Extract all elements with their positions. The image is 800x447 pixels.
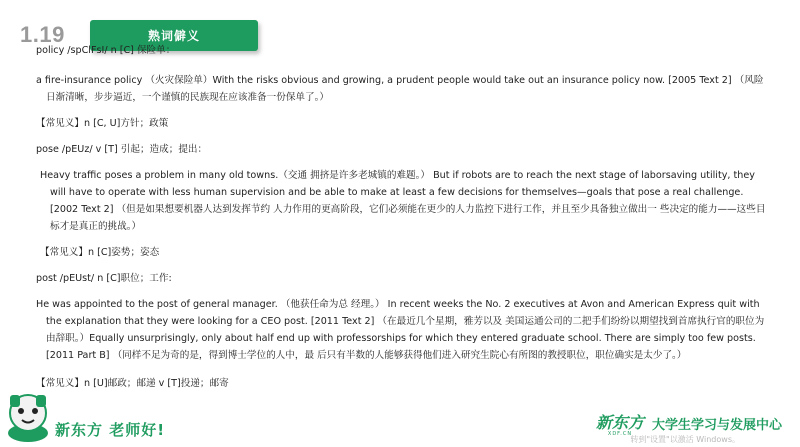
mascot-icon (2, 389, 54, 443)
logo-sub: XDF.CN (607, 431, 633, 437)
entry-pose-example: Heavy traffic poses a problem in many old towns.（交通 拥挤是许多老城镇的难题。） But if robots are to reach the next stage of laborsaving utility, they will have to operate with less human supervision and be able to make at least a few decisions for themselves—goals that pose a real challenge. [2002 Text 2] （但是如果想要机器人达到发挥节约 人力作用的更高阶段，它们必须能在更少的人力监控下进行工作，并且至少具备独立做出一 些决定的能力——这些目标才是真正的挑战。） (40, 170, 766, 232)
section-tag: 熟词僻义 (90, 20, 258, 51)
slide-number: 1.19 (20, 22, 65, 47)
entry-post-common-meaning: 【常见义】n [U]邮政；邮递 v [T]投递；邮寄 (36, 378, 229, 389)
windows-activation-watermark: 转到"设置"以激活 Windows。 (630, 435, 740, 444)
entry-policy-example: a fire-insurance policy （火灾保险单）With the risks obvious and growing, a prudent people would take out an insurance policy now. [2005 Text 2] （风险日渐清晰，步步逼近，一个谨慎的民族现在应该准备一份保单了。） (36, 75, 764, 103)
entry-pose-common-meaning: 【常见义】n [C]姿势；姿态 (40, 247, 160, 258)
center-name: 大学生学习与发展中心 (651, 418, 782, 433)
entry-policy-common-meaning: 【常见义】n [C, U]方针；政策 (36, 118, 169, 129)
entry-post-headword: post /pEUst/ n [C]职位；工作: (36, 273, 172, 284)
entry-pose-headword: pose /pEUz/ v [T] 引起；造成；提出： (36, 144, 208, 155)
logo-text: 新东方 (595, 413, 644, 432)
slogan: 新东方 老师好! (55, 421, 166, 439)
entry-policy-headword: policy /spClFsI/ n [C] 保险单： (36, 45, 176, 56)
vocabulary-content (36, 42, 771, 392)
entry-post-example: He was appointed to the post of general manager. （他获任命为总 经理。） In recent weeks the No. 2 executives at Avon and American Express quit with the explanation that they were looking for a CEO post. [2011 Text 2] （在最近几个星期，雅芳以及 美国运通公司的二把手们纷纷以期望找到首席执行官的职位为由辞职。）Equally unsurprisingly, only about half end up with professorships for which they entered graduate school. There are simply too few posts. [2011 Part B] （同样不足为奇的是，得到博士学位的人中，最 后只有半数的人能够获得他们进入研究生院心有所图的教授职位，职位确实是太少了。） (36, 299, 765, 361)
footer-left (0, 387, 210, 447)
